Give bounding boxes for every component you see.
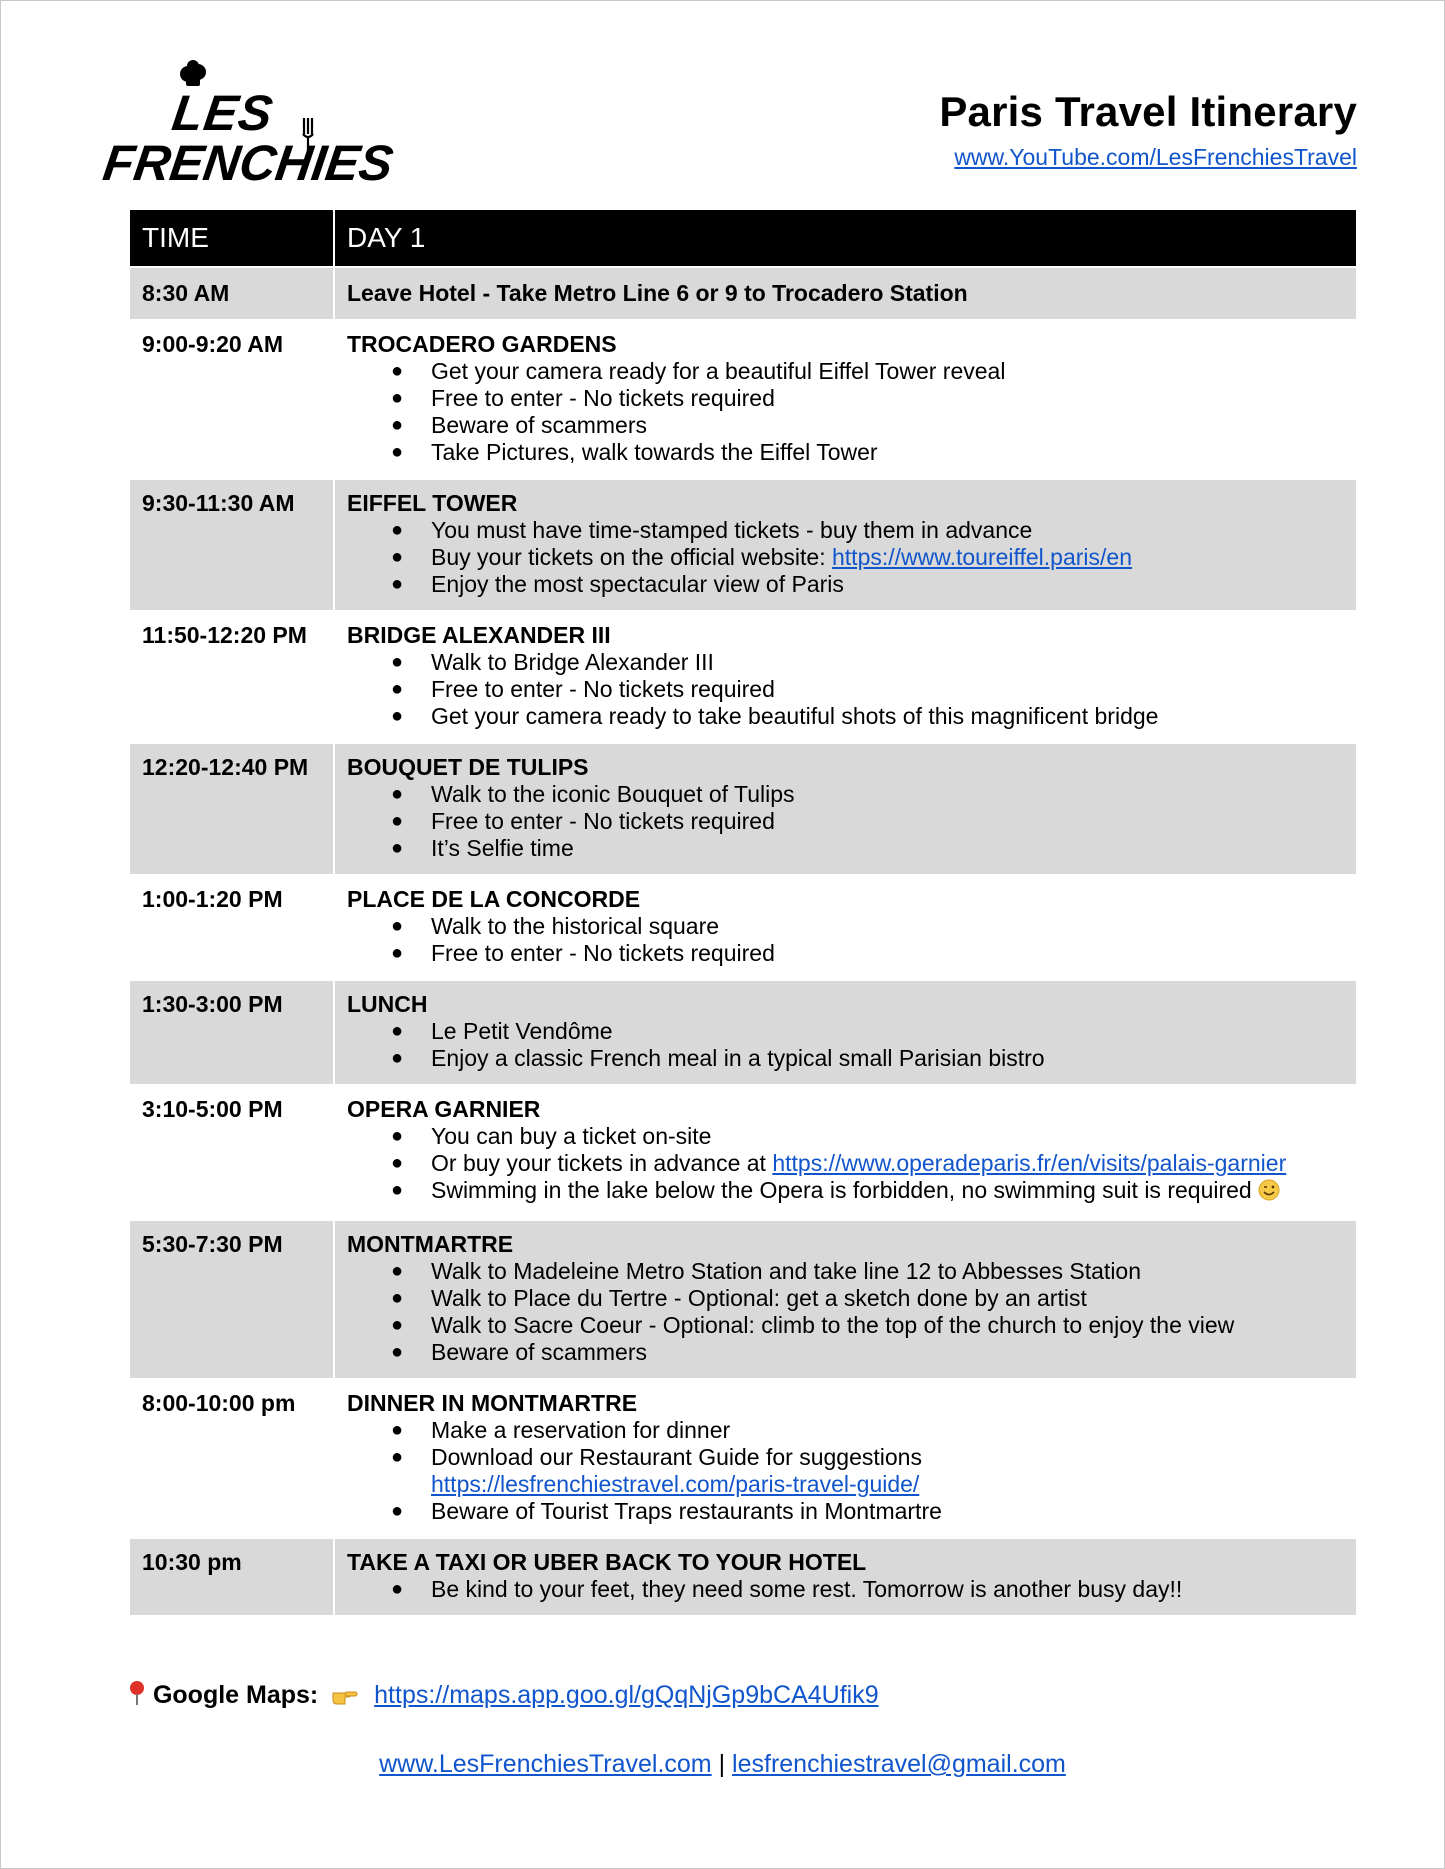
list-item — [347, 1018, 1344, 1045]
bullet-list — [347, 1417, 1344, 1525]
list-item — [347, 1498, 1344, 1525]
row-time: 1:30-3:00 PM — [129, 980, 334, 1085]
itinerary-table — [128, 208, 1358, 1617]
bullet-list — [347, 358, 1344, 466]
list-item-text: Free to enter - No tickets required — [431, 385, 775, 411]
row-activity: Leave Hotel - Take Metro Line 6 or 9 to Trocadero Station — [334, 267, 1357, 320]
list-item-text: Or buy your tickets in advance at — [431, 1150, 773, 1176]
list-item — [347, 571, 1344, 598]
pointing-hand-icon — [331, 1683, 359, 1714]
row-activity — [334, 1379, 1357, 1538]
row-activity — [334, 875, 1357, 980]
winking-face-icon — [1258, 1179, 1280, 1207]
table-row — [129, 743, 1357, 875]
external-link[interactable]: https://lesfrenchiestravel.com/paris-travel-guide/ — [431, 1471, 920, 1497]
table-row — [129, 1379, 1357, 1538]
bullet-icon: ● — [391, 1578, 404, 1600]
row-activity — [334, 980, 1357, 1085]
row-title: DINNER IN MONTMARTRE — [347, 1390, 638, 1416]
list-item-text: Le Petit Vendôme — [431, 1018, 613, 1044]
bullet-icon: ● — [391, 651, 404, 673]
list-item-text: Get your camera ready for a beautiful Eiffel Tower reveal — [431, 358, 1006, 384]
row-time: 11:50-12:20 PM — [129, 611, 334, 743]
time-column-header: TIME — [129, 209, 334, 267]
list-item-text: Swimming in the lake below the Opera is forbidden, no swimming suit is required — [431, 1177, 1252, 1203]
list-item-text: You must have time-stamped tickets - buy them in advance — [431, 517, 1033, 543]
list-item-text: Buy your tickets on the official website: — [431, 544, 832, 570]
list-item-text: Get your camera ready to take beautiful shots of this magnificent bridge — [431, 703, 1159, 729]
youtube-link[interactable]: www.YouTube.com/LesFrenchiesTravel — [954, 144, 1357, 170]
bullet-icon: ● — [391, 783, 404, 805]
row-title: BOUQUET DE TULIPS — [347, 754, 589, 780]
row-activity — [334, 1538, 1357, 1616]
row-activity — [334, 743, 1357, 875]
bullet-icon: ● — [391, 360, 404, 382]
footer — [0, 1750, 1445, 1779]
bullet-icon: ● — [391, 1419, 404, 1441]
bullet-list — [347, 781, 1344, 862]
row-title: TAKE A TAXI OR UBER BACK TO YOUR HOTEL — [347, 1549, 867, 1575]
external-link[interactable]: https://www.operadeparis.fr/en/visits/palais-garnier — [772, 1150, 1287, 1176]
table-row — [129, 1085, 1357, 1220]
list-item — [347, 1258, 1344, 1285]
bullet-icon: ● — [391, 1500, 404, 1522]
row-time: 5:30-7:30 PM — [129, 1220, 334, 1379]
bullet-icon: ● — [391, 519, 404, 541]
bullet-icon: ● — [391, 1341, 404, 1363]
row-time: 8:30 AM — [129, 267, 334, 320]
list-item — [347, 1339, 1344, 1366]
bullet-icon: ● — [391, 1287, 404, 1309]
bullet-icon: ● — [391, 1446, 404, 1468]
row-time: 1:00-1:20 PM — [129, 875, 334, 980]
row-activity — [334, 320, 1357, 479]
bullet-icon: ● — [391, 1125, 404, 1147]
google-maps-label: Google Maps: — [152, 1681, 319, 1709]
bullet-icon: ● — [391, 705, 404, 727]
row-time: 3:10-5:00 PM — [129, 1085, 334, 1220]
list-item — [347, 1285, 1344, 1312]
row-title: OPERA GARNIER — [347, 1096, 541, 1122]
list-item — [347, 940, 1344, 967]
list-item-text: Free to enter - No tickets required — [431, 676, 775, 702]
list-item — [347, 676, 1344, 703]
row-title: LUNCH — [347, 991, 428, 1017]
list-item-text: Be kind to your feet, they need some rest. Tomorrow is another busy day!! — [431, 1576, 1183, 1602]
chef-hat-fork-icon — [99, 62, 397, 191]
list-item — [347, 544, 1344, 571]
table-row — [129, 1538, 1357, 1616]
bullet-list — [347, 1123, 1344, 1207]
list-item — [347, 358, 1344, 385]
bullet-list — [347, 1258, 1344, 1366]
table-header-row — [129, 209, 1357, 267]
bullet-icon: ● — [391, 1020, 404, 1042]
bullet-icon: ● — [391, 1260, 404, 1282]
row-activity — [334, 1085, 1357, 1220]
bullet-icon: ● — [391, 441, 404, 463]
list-item — [347, 412, 1344, 439]
row-title: MONTMARTRE — [347, 1231, 514, 1257]
list-item-text: Walk to Place du Tertre - Optional: get a sketch done by an artist — [431, 1285, 1087, 1311]
row-title: EIFFEL TOWER — [347, 490, 518, 516]
bullet-icon: ● — [391, 1179, 404, 1201]
table-row — [129, 980, 1357, 1085]
list-item-text: Walk to Bridge Alexander III — [431, 649, 714, 675]
list-item — [347, 703, 1344, 730]
row-activity — [334, 611, 1357, 743]
list-item-text: Download our Restaurant Guide for suggestions — [431, 1444, 922, 1470]
list-item — [347, 1444, 1344, 1498]
google-maps-line — [128, 1680, 879, 1714]
bullet-icon: ● — [391, 1047, 404, 1069]
external-link[interactable]: https://www.toureiffel.paris/en — [832, 544, 1132, 570]
google-maps-link[interactable]: https://maps.app.goo.gl/gQqNjGp9bCA4Ufik9 — [374, 1681, 879, 1709]
list-item-text: It’s Selfie time — [431, 835, 574, 861]
list-item-text: Take Pictures, walk towards the Eiffel Tower — [431, 439, 878, 465]
bullet-icon: ● — [391, 810, 404, 832]
list-item — [347, 649, 1344, 676]
table-row — [129, 611, 1357, 743]
bullet-icon: ● — [391, 915, 404, 937]
row-activity — [334, 1220, 1357, 1379]
table-row — [129, 875, 1357, 980]
list-item-text: Beware of Tourist Traps restaurants in Montmartre — [431, 1498, 942, 1524]
footer-separator: | — [718, 1750, 726, 1778]
row-time: 12:20-12:40 PM — [129, 743, 334, 875]
list-item-text: Free to enter - No tickets required — [431, 940, 775, 966]
bullet-list — [347, 1576, 1344, 1603]
list-item — [347, 781, 1344, 808]
list-item — [347, 517, 1344, 544]
list-item-text: Free to enter - No tickets required — [431, 808, 775, 834]
bullet-icon: ● — [391, 414, 404, 436]
list-item-text: Enjoy a classic French meal in a typical small Parisian bistro — [431, 1045, 1045, 1071]
email-link[interactable]: lesfrenchiestravel@gmail.com — [732, 1750, 1066, 1778]
page-title: Paris Travel Itinerary — [939, 88, 1357, 135]
list-item-text: Walk to Madeleine Metro Station and take line 12 to Abbesses Station — [431, 1258, 1142, 1284]
list-item — [347, 1045, 1344, 1072]
row-title: TROCADERO GARDENS — [347, 331, 617, 357]
list-item-text: Walk to the iconic Bouquet of Tulips — [431, 781, 795, 807]
list-item-text: You can buy a ticket on-site — [431, 1123, 712, 1149]
bullet-list — [347, 649, 1344, 730]
bullet-list — [347, 1018, 1344, 1072]
list-item — [347, 835, 1344, 862]
bullet-icon: ● — [391, 1314, 404, 1336]
les-frenchies-logo — [99, 62, 397, 191]
row-time: 10:30 pm — [129, 1538, 334, 1616]
bullet-icon: ● — [391, 942, 404, 964]
bullet-list — [347, 913, 1344, 967]
bullet-icon: ● — [391, 387, 404, 409]
table-row — [129, 320, 1357, 479]
row-title: BRIDGE ALEXANDER III — [347, 622, 611, 648]
row-time: 9:00-9:20 AM — [129, 320, 334, 479]
website-link[interactable]: www.LesFrenchiesTravel.com — [379, 1750, 712, 1778]
list-item-text: Beware of scammers — [431, 1339, 648, 1365]
table-row — [129, 1220, 1357, 1379]
day-column-header: DAY 1 — [334, 209, 1357, 267]
list-item — [347, 439, 1344, 466]
svg-text:LES: LES — [168, 85, 277, 141]
bullet-icon: ● — [391, 1152, 404, 1174]
bullet-icon: ● — [391, 573, 404, 595]
row-activity — [334, 479, 1357, 611]
list-item-text: Walk to the historical square — [431, 913, 720, 939]
map-pin-icon — [128, 1680, 146, 1713]
list-item-text: Enjoy the most spectacular view of Paris — [431, 571, 844, 597]
list-item — [347, 1177, 1344, 1207]
list-item — [347, 808, 1344, 835]
list-item — [347, 1150, 1344, 1177]
list-item — [347, 1576, 1344, 1603]
list-item-text: Walk to Sacre Coeur - Optional: climb to the top of the church to enjoy the view — [431, 1312, 1235, 1338]
list-item — [347, 1123, 1344, 1150]
list-item — [347, 385, 1344, 412]
svg-text:FRENCHIES: FRENCHIES — [99, 135, 397, 191]
row-time: 9:30-11:30 AM — [129, 479, 334, 611]
table-row — [129, 267, 1357, 320]
row-title: PLACE DE LA CONCORDE — [347, 886, 641, 912]
bullet-icon: ● — [391, 678, 404, 700]
list-item — [347, 1417, 1344, 1444]
bullet-icon: ● — [391, 546, 404, 568]
list-item-text: Beware of scammers — [431, 412, 648, 438]
bullet-icon: ● — [391, 837, 404, 859]
list-item — [347, 913, 1344, 940]
list-item — [347, 1312, 1344, 1339]
bullet-list — [347, 517, 1344, 598]
list-item-text: Make a reservation for dinner — [431, 1417, 731, 1443]
row-time: 8:00-10:00 pm — [129, 1379, 334, 1538]
table-row — [129, 479, 1357, 611]
